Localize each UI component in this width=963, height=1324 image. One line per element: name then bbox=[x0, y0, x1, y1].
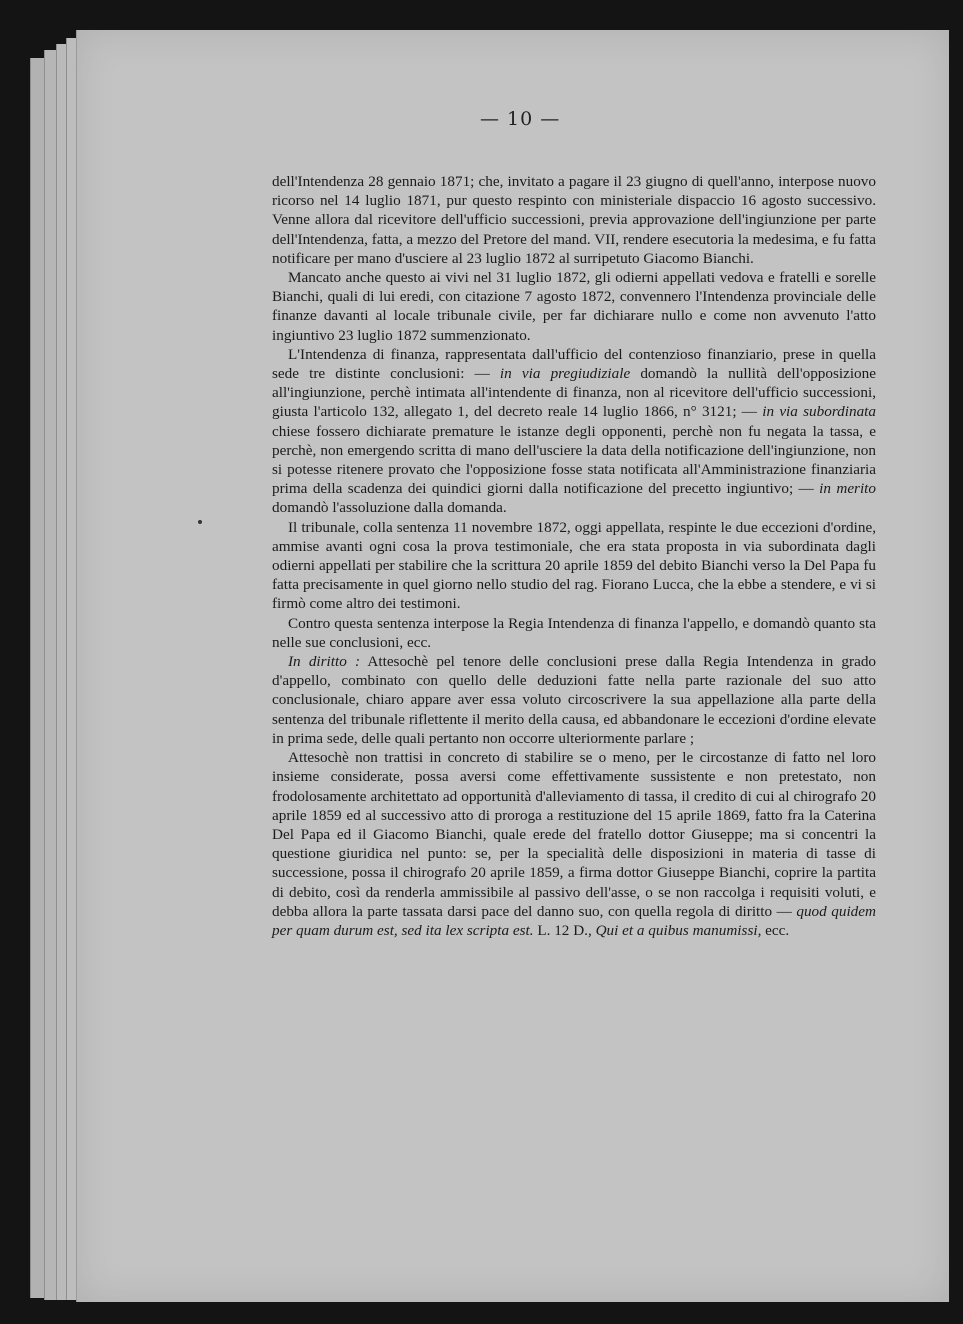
paragraph bbox=[272, 652, 876, 748]
page-number: — 10 — bbox=[480, 108, 561, 130]
text-run: chiese fossero dichiarate premature le istanze degli opponenti, perchè non fu negata la tassa, e perchè, non emergendo scritta di mano dell'usciere la data della notificazione dell'ingiunzione, non si potesse ritenere provato che l'opposizione fosse stata notificata all'Amministrazione finanziaria prima della scadenza dei quindici giorni dalla notificazione del precetto ingiuntivo; — bbox=[272, 422, 876, 498]
paragraph bbox=[272, 518, 876, 614]
paragraph bbox=[272, 172, 876, 268]
text-run: dell'Intendenza 28 gennaio 1871; che, invitato a pagare il 23 giugno di quell'anno, interpose nuovo ricorso nel 14 luglio 1871, pur questo respinto con ministeriale dispaccio 16 agosto successivo. Venne allora dal ricevitore dell'ufficio successioni, previa approvazione dell'ingiunzione per parte dell'Intendenza, fatta, a mezzo del Pretore del mand. VII, rendere esecutoria la medesima, e fu fatta notificare per mano d'usciere al 23 luglio 1872 al surripetuto Giacomo Bianchi. bbox=[272, 173, 876, 267]
text-run: domandò la nullità dell'opposizione all'ingiunzione, perchè intimata all'intendente di finanza, non al ricevitore dell'ufficio successioni, giusta l'articolo 132, allegato 1, del decreto reale 14 luglio 1866, n° 3121; — bbox=[272, 365, 876, 421]
text-run: L'Intendenza di finanza, rappresentata dall'ufficio del contenzioso finanziario, prese in quella sede tre distinte conclusioni: — bbox=[272, 345, 876, 383]
paragraph bbox=[272, 268, 876, 345]
italic-phrase: in via subordinata bbox=[762, 403, 876, 421]
text-run: Mancato anche questo ai vivi nel 31 luglio 1872, gli odierni appellati vedova e fratelli e sorelle Bianchi, quali di lui eredi, con citazione 7 agosto 1872, convennero l'Intendenza provinciale delle finanze davanti al locale tribunale civile, per far dichiarare nullo e come non avvenuto l'atto ingiuntivo 23 luglio 1872 summenzionato. bbox=[272, 269, 876, 344]
text-run: ecc. bbox=[761, 921, 790, 939]
text-run: Attesochè pel tenore delle conclusioni prese dalla Regia Intendenza in grado d'appello, combinato con quello delle deduzioni fatte nella parte razionale del suo atto conclusionale, chiaro appare aver essa voluto circoscrivere la sua appellazione alla parte della sentenza del tribunale riflettente il merito della causa, ed abbandonare le eccezioni d'ordine elevate in prima sede, delle quali pertanto non occorre ulteriormente parlare ; bbox=[272, 653, 877, 747]
text-run: domandò l'assoluzione dalla domanda. bbox=[272, 499, 507, 517]
text-run: Attesochè non trattisi in concreto di stabilire se o meno, per le circostanze di fatto nel loro insieme considerate, possa aversi come effettivamente sussistente e non pretestato, non frodolosamente architettato ad opportunità d'alleviamento di tassa, il credito di cui al chirografo 20 aprile 1859 ed al successivo atto di proroga a restituzione del 15 aprile 1869, fatto fra la Caterina Del Papa ed il Giacomo Bianchi, quale erede del fratello dottor Giuseppe; ma si concentri la questione giuridica nel punto: se, per la specialità delle disposizioni in materia di tasse di successione, possa il chirografo 20 aprile 1859, a firma dottor Giuseppe Bianchi, coprire la partita di debito, così da renderla ammissibile al passivo dell'asse, o se non raccolga i requisiti voluti, e debba allora la parte tassata darsi pace del danno suo, con quella regola di diritto — bbox=[272, 749, 876, 920]
text-run: L. 12 D., bbox=[533, 921, 596, 939]
text-run: Contro questa sentenza interpose la Regia Intendenza di finanza l'appello, e domandò quanto sta nelle sue conclusioni, ecc. bbox=[272, 614, 876, 651]
paragraph bbox=[272, 748, 876, 940]
body-text bbox=[272, 172, 876, 940]
paragraph bbox=[272, 614, 876, 652]
text-run: Il tribunale, colla sentenza 11 novembre 1872, oggi appellata, respinte le due eccezioni d'ordine, ammise avanti ogni cosa la prova testimoniale, che era stata proposta in via subordinata dagli odierni appellati per stabilire che la scrittura 20 aprile 1859 del debito Bianchi verso la Del Papa fu fatta precisamente in quel giorno nello studio del rag. Fiorano Lucca, che la ebbe a stendere, e vi si firmò come altro dei testimoni. bbox=[272, 518, 876, 613]
ink-spot bbox=[198, 520, 202, 524]
italic-phrase: quod quidem per quam durum est, sed ita lex scripta est. bbox=[272, 902, 876, 939]
paragraph bbox=[272, 345, 876, 518]
italic-phrase: In diritto : bbox=[288, 653, 361, 671]
italic-phrase: in via pregiudiziale bbox=[499, 365, 631, 383]
italic-phrase: Qui et a quibus manumissi, bbox=[595, 921, 762, 939]
italic-phrase: in merito bbox=[819, 480, 876, 498]
